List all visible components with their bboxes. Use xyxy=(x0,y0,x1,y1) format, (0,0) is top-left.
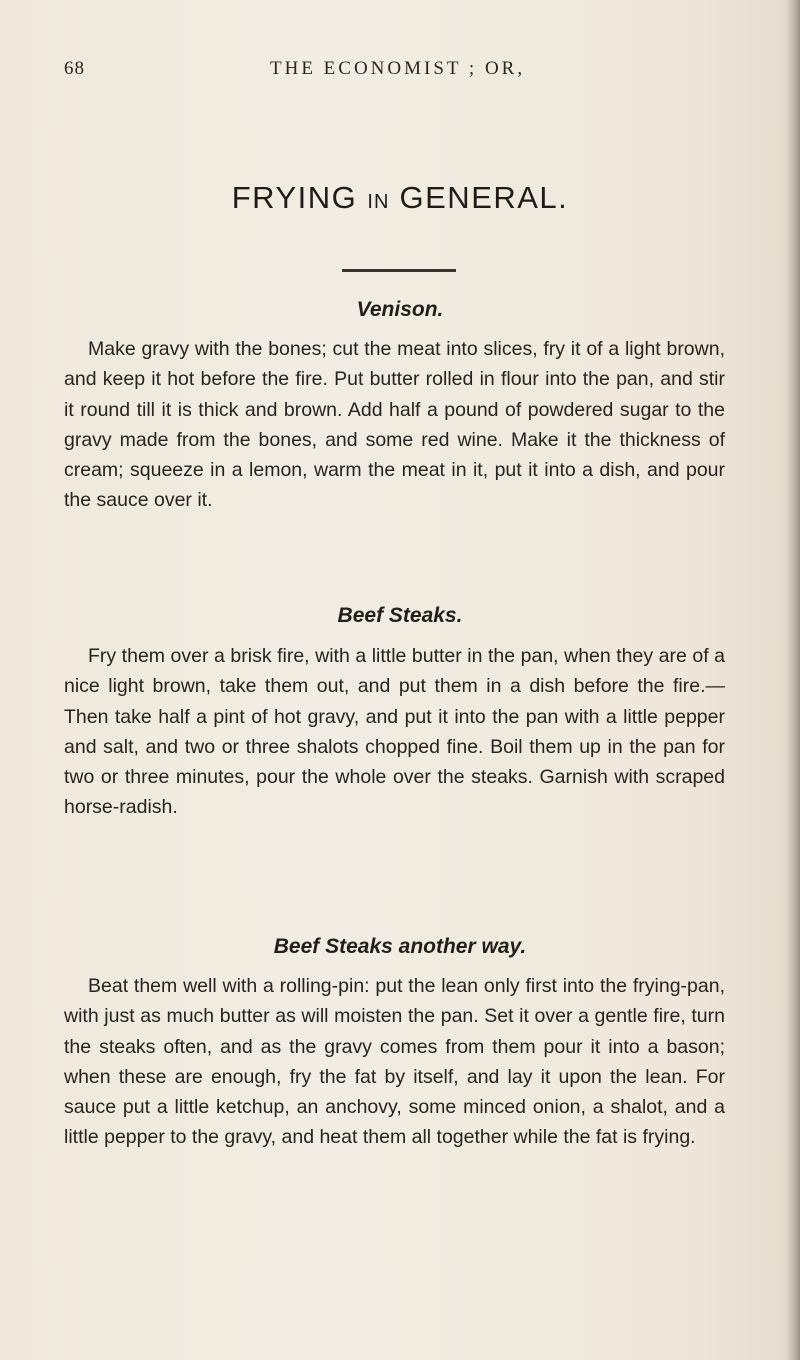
page-edge-shadow xyxy=(786,0,800,1360)
running-head: THE ECONOMIST ; OR, xyxy=(270,58,526,79)
section-body-beef-steaks-another-way: Beat them well with a rolling-pin: put the lean only first into the frying-pan, with just as much butter as will moisten the pan. Set it over a gentle fire, turn the steaks often, and as the gravy comes from them pour it into a bason; when these are enough, fry the fat by itself, and lay it upon the lean. For sauce put a little ketchup, an anchovy, some minced onion, a shalot, and a little pepper to the gravy, and heat them all together while the fat is frying. xyxy=(64,975,725,1149)
page-header xyxy=(64,58,724,88)
title-word-frying: FRYING xyxy=(231,180,358,215)
section-body-venison: Make gravy with the bones; cut the meat into slices, fry it of a light brown, and keep it hot before the fire. Put butter rolled in flour into the pan, and stir it round till it is thick and brown. Add half a pound of powdered sugar to the gravy made from the bones, and some red wine. Make it the thickness of cream; squeeze in a lemon, warm the meat in it, put it into a dish, and pour the sauce over it. xyxy=(64,338,725,512)
title-word-in: IN xyxy=(367,191,390,213)
section-body-beef-steaks: Fry them over a brisk fire, with a little butter in the pan, when they are of a nice light brown, take them out, and put them in a dish before the fire.—Then take half a pint of hot gravy, and put it into the pan with a little pepper and salt, and two or three shalots chopped fine. Boil them up in the pan for two or three minutes, pour the whole over the steaks. Garnish with scraped horse-radish. xyxy=(64,645,725,819)
title-divider xyxy=(342,269,456,272)
section-heading-venison: Venison. xyxy=(356,298,444,321)
chapter-title xyxy=(0,180,800,216)
section-heading-beef-steaks-another-way: Beef Steaks another way. xyxy=(273,935,527,958)
section-heading-beef-steaks: Beef Steaks. xyxy=(337,604,463,627)
title-word-general: GENERAL. xyxy=(399,180,569,215)
page-number: 68 xyxy=(64,58,85,79)
